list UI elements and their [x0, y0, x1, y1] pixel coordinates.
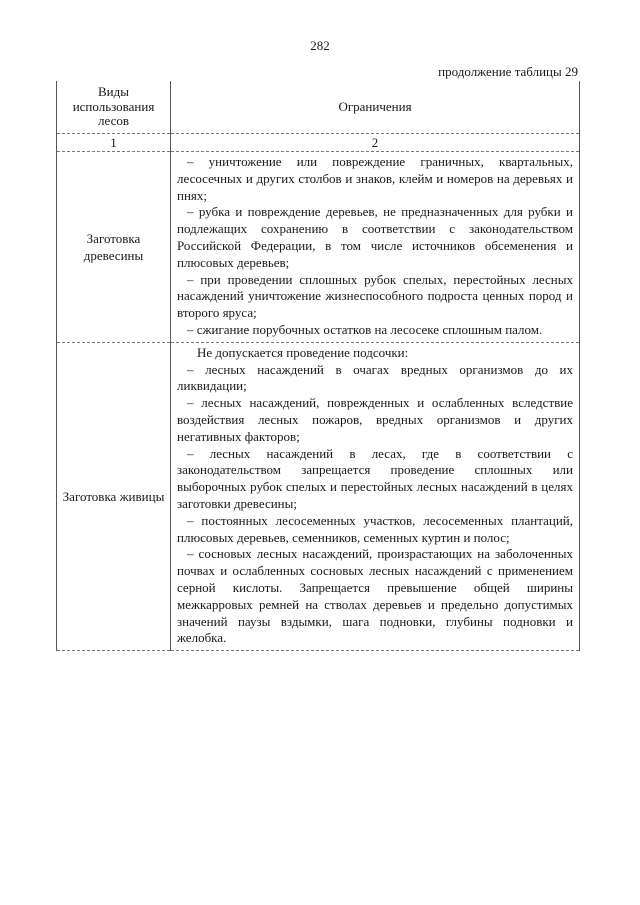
restrictions-cell [171, 152, 580, 343]
restriction-paragraph: – лесных насаждений в очагах вредных организмов до их ликвидации; [177, 361, 573, 394]
header-restrictions: Ограничения [171, 81, 580, 134]
column-number-row [57, 134, 580, 152]
table-continuation-note: продолжение таблицы 29 [438, 64, 578, 79]
restriction-paragraph: – постоянных лесосеменных участков, лесосеменных плантаций, плюсовых деревьев, семенников, семенных куртин и полос; [177, 512, 573, 545]
restriction-paragraph: – при проведении сплошных рубок спелых, перестойных лесных насаждений уничтожение жизнеспособного подроста ценных пород и второго яруса; [177, 271, 573, 321]
restriction-paragraph: – сжигание порубочных остатков на лесосеке сплошным палом. [187, 321, 543, 337]
restriction-paragraph: – рубка и повреждение деревьев, не предназначенных для рубки и подлежащих сохранению в соответствии с законодательством Российской Федерации, в том числе источников обсеменения и плюсовых деревьев; [177, 204, 573, 270]
table-row-resin-harvesting [57, 342, 580, 650]
table-header-row [57, 81, 580, 134]
header-forest-use-types: Виды использования лесов [57, 81, 171, 134]
restriction-paragraph: – сосновых лесных насаждений, произрастающих на заболоченных почвах и ослабленных сосновых лесных насаждений с применением серной кислоты. Запрещается превышение общей ширины межкарровых ремней на стволах деревьев и предельно допустимых значений паузы вздымки, шага подновки, глубины подновки и желобка. [177, 546, 573, 646]
restriction-paragraph: – уничтожение или повреждение граничных, квартальных, лесосечных и других столбов и знаков, клейм и номеров на деревьях и пнях; [177, 154, 573, 203]
column-number-1: 1 [57, 134, 171, 152]
page-number: 282 [310, 38, 330, 53]
restriction-paragraph: – лесных насаждений, поврежденных и ослабленных вследствие воздействия лесных пожаров, вредных организмов и других негативных факторов; [177, 395, 573, 444]
column-number-2: 2 [171, 134, 580, 152]
forest-use-name: Заготовка живицы [57, 342, 171, 650]
restriction-intro: Не допускается проведение подсочки: [197, 344, 409, 360]
restrictions-cell [171, 342, 580, 650]
table-row-wood-harvesting [57, 152, 580, 343]
forest-use-name: Заготовка древесины [57, 152, 171, 343]
restriction-paragraph: – лесных насаждений в лесах, где в соответствии с законодательством запрещается проведение сплошных или выборочных рубок спелых и перестойных лесных насаждений в целях заготовки древесины; [177, 445, 573, 511]
restrictions-table [56, 81, 580, 651]
